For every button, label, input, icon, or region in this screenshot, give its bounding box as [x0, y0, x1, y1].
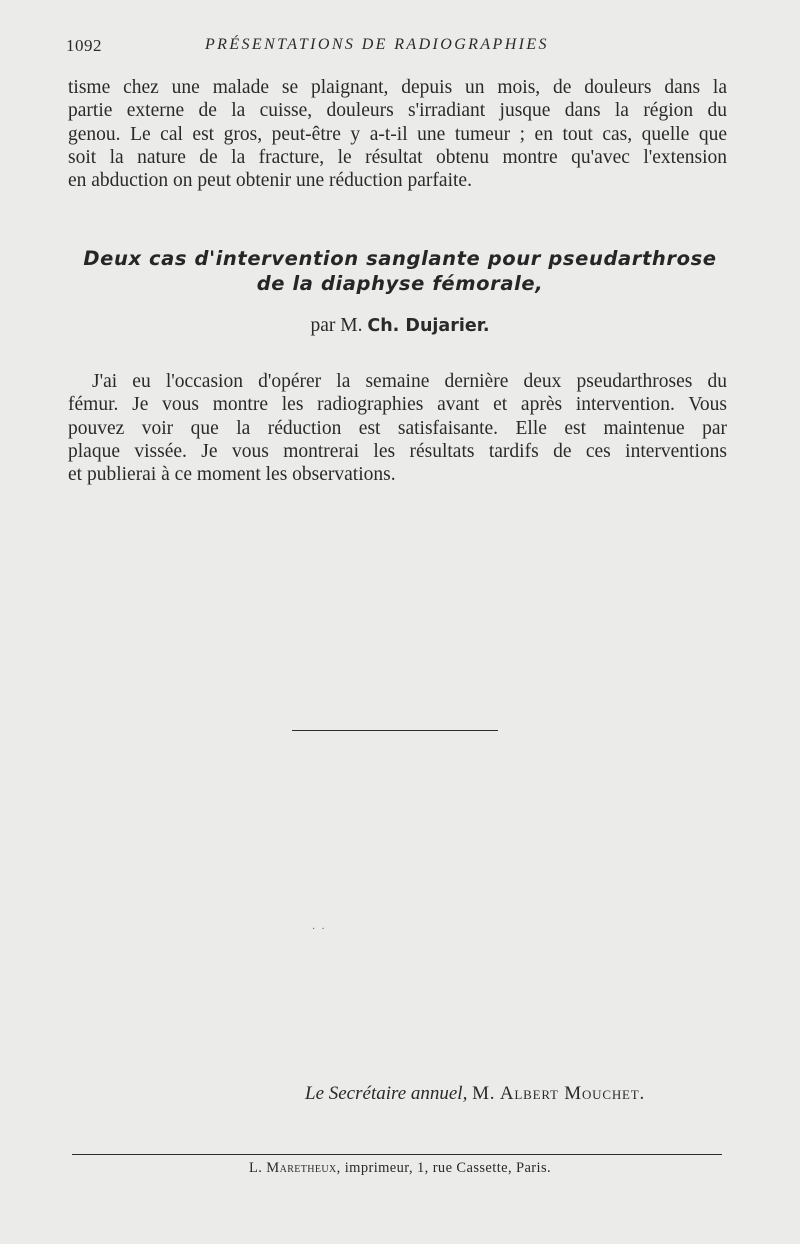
text-line: plaque vissée. Je vous montrerai les résultats tardifs de ces interventions [68, 440, 727, 462]
signature [305, 1083, 645, 1105]
article-title-line-1: Deux cas d'intervention sanglante pour pseudarthrose [83, 247, 717, 270]
text-line: pouvez voir que la réduction est satisfaisante. Elle est maintenue par [68, 417, 727, 439]
footer-rule [72, 1154, 722, 1155]
ink-specks: ·· [312, 924, 331, 935]
signature-role: Le Secrétaire annuel, [305, 1083, 468, 1104]
text-line: partie externe de la cuisse, douleurs s'irradiant jusque dans la région du [68, 100, 727, 122]
text-line: tisme chez une malade se plaignant, depuis un mois, de douleurs dans la [68, 77, 727, 98]
article-title-line-2: de la diaphyse fémorale, [256, 272, 544, 295]
text-line: genou. Le cal est gros, peut-être y a-t-il une tumeur ; en tout cas, quelle que [68, 123, 727, 145]
byline-prefix: par M. [310, 315, 363, 336]
text-line: soit la nature de la fracture, le résultat obtenu montre qu'avec l'extension [68, 146, 727, 168]
printer-name: L. Maretheux, [248, 1160, 341, 1176]
text-line: en abduction on peut obtenir une réduction parfaite. [68, 170, 472, 192]
section-separator [292, 730, 498, 731]
author-name: Ch. Dujarier. [367, 316, 490, 336]
text-line: J'ai eu l'occasion d'opérer la semaine dernière deux pseudarthroses du [92, 371, 727, 392]
signature-name: M. Albert Mouchet. [472, 1083, 646, 1104]
running-title: PRÉSENTATIONS DE RADIOGRAPHIES [205, 36, 549, 53]
text-line: fémur. Je vous montre les radiographies avant et après intervention. Vous [68, 394, 727, 416]
printer-address: imprimeur, 1, rue Cassette, Paris. [344, 1160, 552, 1176]
text-line: et publierai à ce moment les observations. [68, 464, 396, 486]
article-body [68, 370, 727, 486]
page-number: 1092 [66, 36, 102, 55]
continued-paragraph [68, 76, 727, 192]
article-title [0, 246, 800, 296]
byline [0, 315, 800, 337]
printer-imprint [0, 1160, 800, 1177]
